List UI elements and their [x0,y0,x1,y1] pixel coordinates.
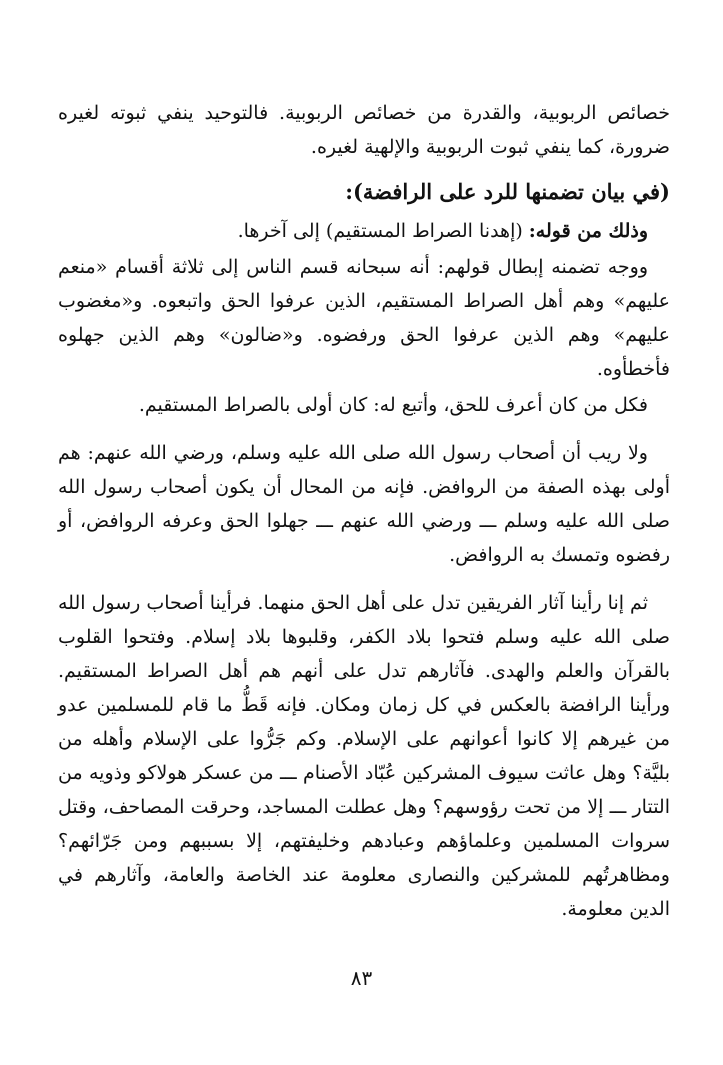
page-number: ٨٣ [350,966,373,990]
paragraph-2-rest: (إهدنا الصراط المستقيم) إلى آخرها. [237,220,529,242]
paragraph-4: فكل من كان أعرف للحق، وأتبع له: كان أولى بالصراط المستقيم. [138,394,648,416]
paragraph-3: ووجه تضمنه إبطال قولهم: أنه سبحانه قسم الناس إلى ثلاثة أقسام «منعم عليهم» وهم أهل الصراط المستقيم، الذين عرفوا الحق واتبعوه. و«مغضوب عليهم» وهم الذين عرفوا الحق ورفضوه. و«ضالون» وهم الذين جهلوه فأخطأوه. [58,256,670,380]
section-heading: (في بيان تضمنها للرد على الرافضة): [345,179,670,204]
page-body [58,96,670,926]
paragraph-5: ولا ريب أن أصحاب رسول الله صلى الله عليه وسلم، ورضي الله عنهم: هم أولى بهذه الصفة من الروافض. فإنه من المحال أن يكون أصحاب رسول الله صلى الله عليه وسلم ـــ ورضي الله عنهم ـــ جهلوا الحق وعرفه الروافض، أو رفضوه وتمسك به الروافض. [58,442,670,566]
paragraph-2-lead: وذلك من قوله: [528,220,648,242]
paragraph-6: ثم إنا رأينا آثار الفريقين تدل على أهل الحق منهما. فرأينا أصحاب رسول الله صلى الله عليه وسلم فتحوا بلاد الكفر، وقلبوها بلاد إسلام. وفتحوا القلوب بالقرآن والعلم والهدى. فآثارهم تدل على أنهم هم أهل الصراط المستقيم. ورأينا الرافضة بالعكس في كل زمان ومكان. فإنه قَطُّ ما قام للمسلمين عدو من غيرهم إلا كانوا أعوانهم على الإسلام. وكم جَرُّوا على الإسلام وأهله من بليَّة؟ وهل عاثت سيوف المشركين عُبّاد الأصنام ـــ من عسكر هولاكو وذويه من التتار ـــ إلا من تحت رؤوسهم؟ وهل عطلت المساجد، وحرقت المصاحف، وقتل سروات المسلمين وعلماؤهم وعبادهم وخليفتهم، إلا بسببهم ومن جَرّائهم؟ ومظاهرتُهم للمشركين والنصارى معلومة عند الخاصة والعامة، وآثارهم في الدين معلومة. [57,592,670,920]
paragraph-1: خصائص الربوبية، والقدرة من خصائص الربوبية. فالتوحيد ينفي ثبوته لغيره ضرورة، كما ينفي ثبوت الربوبية والإلهية لغيره. [58,102,670,158]
paragraph-2 [58,214,670,248]
